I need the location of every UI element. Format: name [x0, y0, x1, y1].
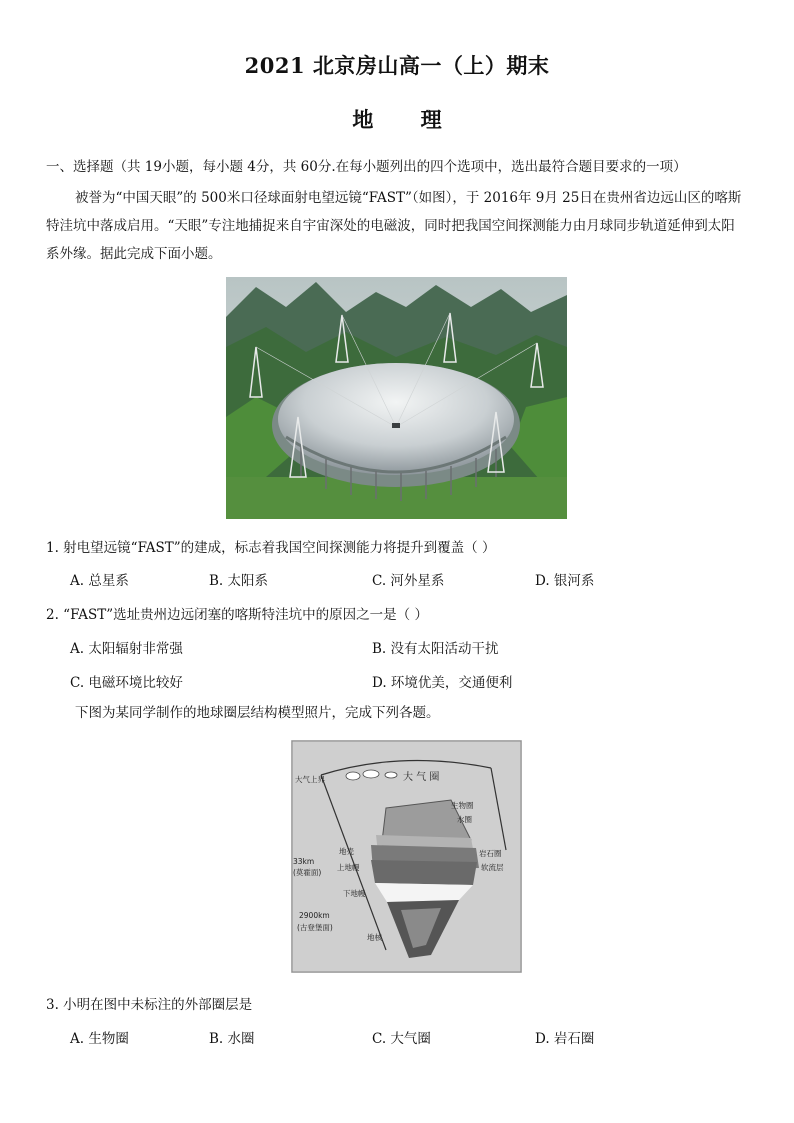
- q3-option-b[interactable]: B. 水圈: [209, 1031, 255, 1047]
- label-atmosphere: 大 气 圈: [403, 772, 440, 783]
- q1-option-d[interactable]: D. 银河系: [535, 573, 595, 589]
- q2-option-d[interactable]: D. 环境优美，交通便利: [372, 675, 513, 691]
- q2-option-a[interactable]: A. 太阳辐射非常强: [70, 641, 183, 657]
- label-gutenberg-depth: 2900km: [299, 911, 330, 920]
- passage-2: 下图为某同学制作的地球圈层结构模型照片，完成下列各题。: [75, 705, 440, 721]
- q1-option-c[interactable]: C. 河外星系: [372, 573, 445, 589]
- subject-title: 地 理: [352, 107, 442, 132]
- passage-1: 被誉为“中国天眼”的 500米口径球面射电望远镜“FAST”（如图），于 2016年 9月 25日在贵州省边远山区的喀斯特洼坑中落成启用。“天眼”专注地捕捉来自宇宙深处的电磁波，同时把我国空间探测能力由月球同步轨道延伸到太阳系外缘。据此完成下面小题。: [46, 190, 742, 262]
- label-upper-mantle: 上地幔: [337, 863, 360, 872]
- question-1-stem: 1. 射电望远镜“FAST”的建成，标志着我国空间探测能力将提升到覆盖（ ）: [46, 540, 496, 556]
- page-title: 2021 北京房山高一（上）期末: [244, 53, 550, 78]
- label-lower-mantle: 下地幔: [343, 889, 366, 898]
- question-2-stem: 2. “FAST”选址贵州边远闭塞的喀斯特洼坑中的原因之一是（ ）: [46, 607, 428, 623]
- q3-option-a[interactable]: A. 生物圈: [70, 1031, 129, 1047]
- earth-layers-model-photo: [291, 740, 522, 973]
- q2-option-b[interactable]: B. 没有太阳活动干扰: [372, 641, 499, 657]
- q1-option-a[interactable]: A. 总星系: [70, 573, 129, 589]
- label-core: 地核: [367, 933, 382, 942]
- label-asthenosphere: 软流层: [481, 863, 504, 872]
- label-gutenberg: (古登堡面): [297, 923, 333, 932]
- label-crust: 地壳: [339, 847, 354, 856]
- label-lithosphere: 岩石圈: [479, 849, 502, 858]
- label-moho: (莫霍面): [293, 868, 322, 877]
- label-top-boundary: 大气上界: [295, 775, 325, 784]
- label-hydrosphere: 水圈: [457, 815, 472, 824]
- q3-option-d[interactable]: D. 岩石圈: [535, 1031, 595, 1047]
- label-biosphere: 生物圈: [451, 801, 474, 810]
- question-3-stem: 3. 小明在图中未标注的外部圈层是: [46, 997, 253, 1013]
- label-moho-depth: 33km: [293, 857, 315, 866]
- q3-option-c[interactable]: C. 大气圈: [372, 1031, 431, 1047]
- section-heading: 一、选择题（共 19小题，每小题 4分，共 60分.在每小题列出的四个选项中，选出最符合题目要求的一项）: [46, 159, 687, 175]
- fast-telescope-photo: [226, 277, 567, 519]
- q2-option-c[interactable]: C. 电磁环境比较好: [70, 675, 183, 691]
- q1-option-b[interactable]: B. 太阳系: [209, 573, 269, 589]
